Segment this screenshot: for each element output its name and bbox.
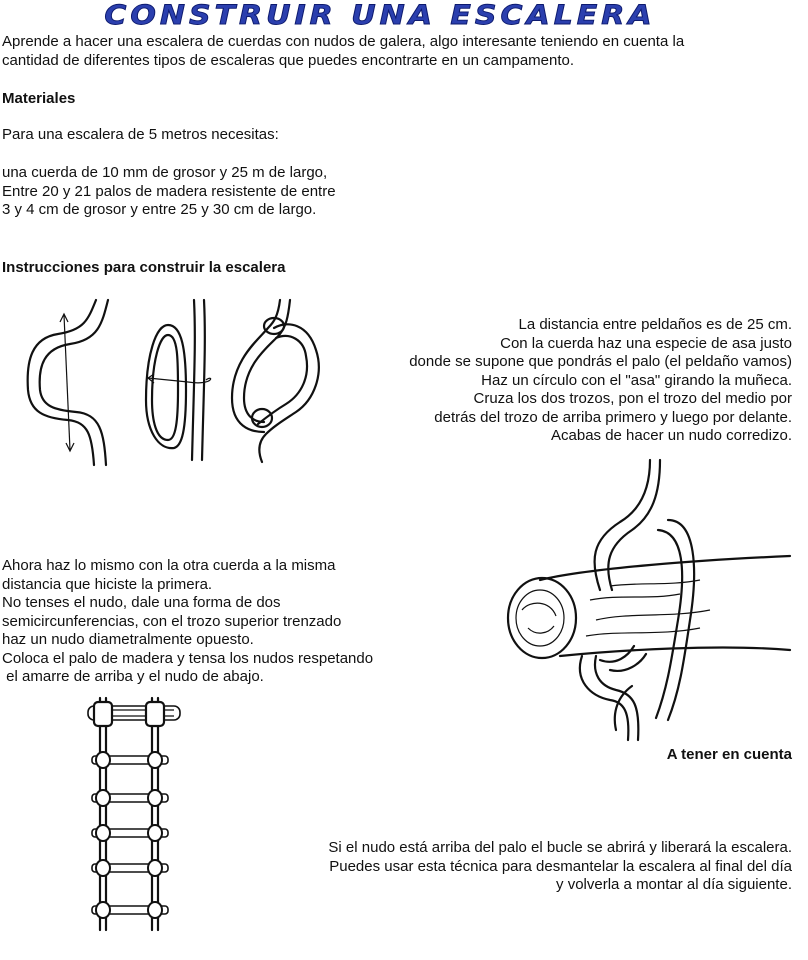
note-line: y volverla a montar al día siguiente. [556, 876, 792, 893]
knot-steps-drawing [18, 300, 338, 470]
note-text [240, 839, 792, 895]
intro-line: Aprende a hacer una escalera de cuerdas con nudos de galera, algo interesante teniendo en cuenta la [2, 33, 685, 50]
page-title: CONSTRUIR UNA ESCALERA [104, 0, 656, 32]
materials-lead: Para una escalera de 5 metros necesitas: [2, 126, 279, 143]
note-line: Puedes usar esta técnica para desmantelar la escalera al final del día [329, 857, 792, 875]
ladder-rungs [84, 698, 184, 930]
step1-line: Con la cuerda haz una especie de asa justo [500, 334, 792, 352]
materials-list [2, 164, 336, 220]
note-line: Si el nudo está arriba del palo el bucle se abrirá y liberará la escalera. [328, 839, 792, 856]
step2-line: haz un nudo diametralmente opuesto. [2, 631, 254, 648]
step2-line: Coloca el palo de madera y tensa los nudos respetando [2, 649, 374, 667]
ladder-rung [92, 825, 168, 841]
ladder-rung [92, 790, 168, 806]
step2-line: semicircunferencias, con el trozo superior trenzado [2, 612, 342, 630]
ladder-rung [92, 860, 168, 876]
step2-line: distancia que hiciste la primera. [2, 575, 213, 593]
step1-line: donde se supone que pondrás el palo (el peldaño vamos) [409, 353, 792, 370]
instructions-heading: Instrucciones para construir la escalera [2, 259, 286, 276]
step1-text [340, 316, 792, 446]
step1-line: Haz un círculo con el "asa" girando la muñeca. [481, 371, 792, 389]
note-heading: A tener en cuenta [666, 746, 792, 763]
materials-item: Entre 20 y 21 palos de madera resistente de entre [2, 182, 336, 200]
step2-line: el amarre de arriba y el nudo de abajo. [2, 668, 264, 685]
step1-line: Cruza los dos trozos, pon el trozo del medio por [473, 390, 792, 407]
step2-line: Ahora haz lo mismo con la otra cuerda a la misma [2, 557, 336, 574]
step1-line: detrás del trozo de arriba primero y luego por delante. [434, 408, 792, 426]
rung-knot-drawing [500, 460, 800, 745]
step2-text [2, 557, 462, 687]
intro-line: cantidad de diferentes tipos de escaleras que puedes encontrarte en un campamento. [2, 51, 575, 69]
step1-line: Acabas de hacer un nudo corredizo. [551, 427, 792, 444]
step2-line: No tenses el nudo, dale una forma de dos [2, 594, 281, 611]
materials-item: una cuerda de 10 mm de grosor y 25 m de largo, [2, 164, 328, 181]
intro-text [2, 33, 802, 70]
materials-heading: Materiales [2, 90, 76, 107]
step1-line: La distancia entre peldaños es de 25 cm. [518, 316, 792, 333]
ladder-rung [92, 752, 168, 768]
materials-item: 3 y 4 cm de grosor y entre 25 y 30 cm de largo. [2, 201, 317, 218]
ladder-rung [92, 902, 168, 918]
